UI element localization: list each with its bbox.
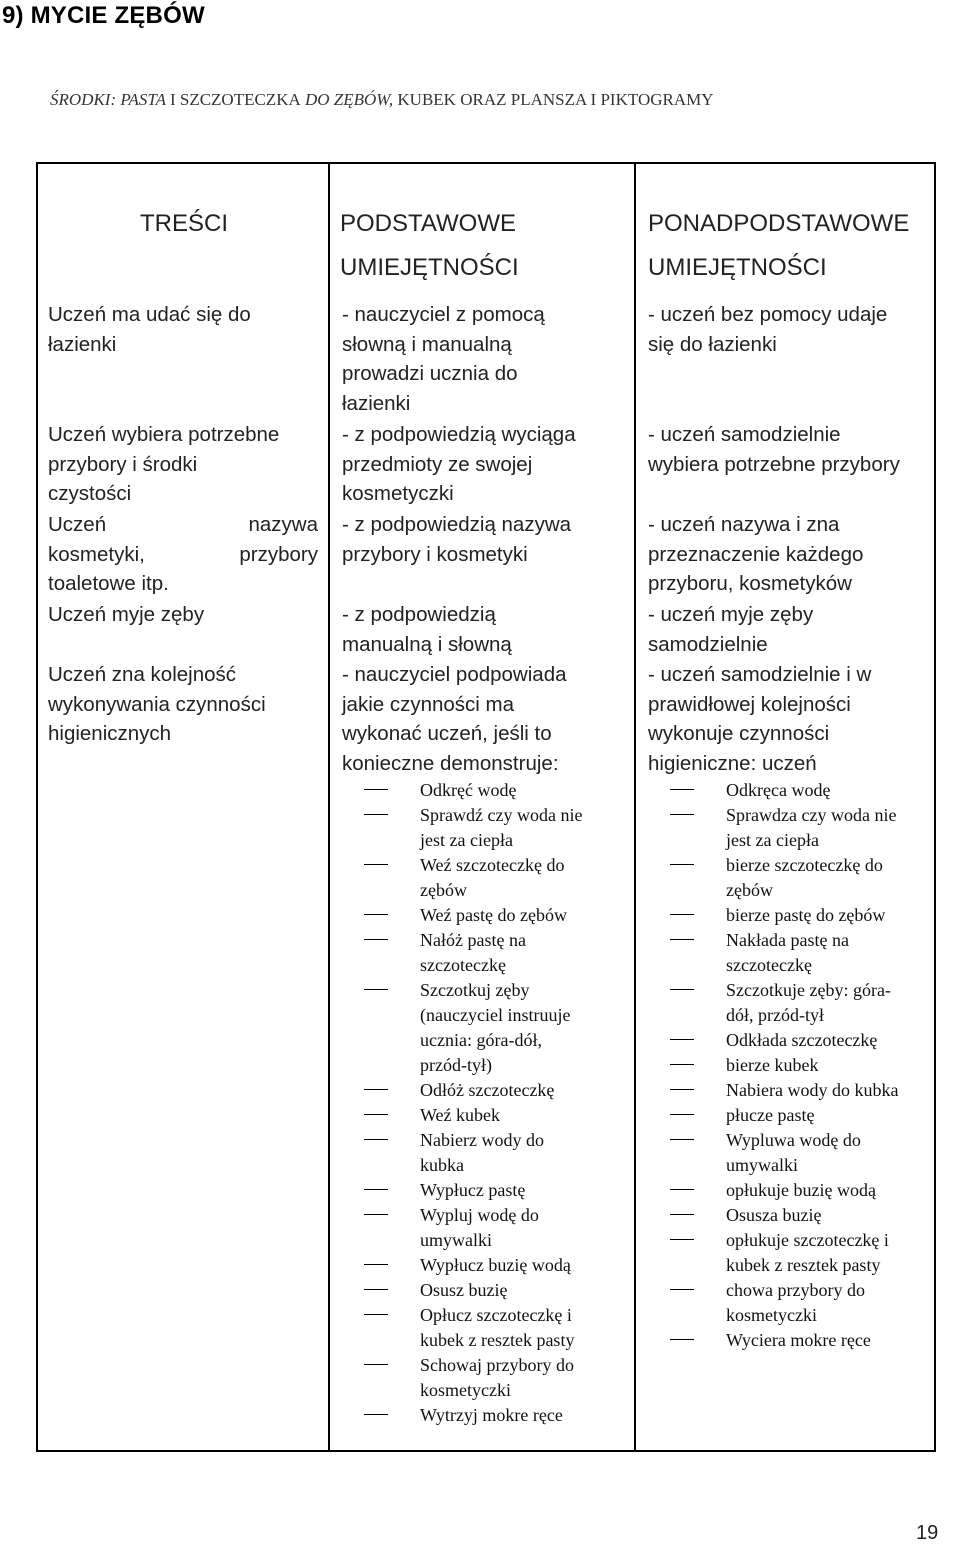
tresci-line: Uczeń wybiera potrzebne bbox=[48, 423, 280, 446]
podstawowe-step-line: kubek z resztek pasty bbox=[420, 1330, 575, 1350]
dash-bullet-icon bbox=[364, 1139, 388, 1140]
podstawowe-step-line: kosmetyczki bbox=[420, 1380, 511, 1400]
podstawowe-step-line: Weź kubek bbox=[420, 1105, 501, 1125]
ponad-step-line: zębów bbox=[726, 880, 773, 900]
ponad-step-line: dół, przód-tył bbox=[726, 1005, 824, 1025]
dash-bullet-icon bbox=[670, 1214, 694, 1215]
dash-bullet-icon bbox=[364, 1314, 388, 1315]
dash-bullet-icon bbox=[364, 789, 388, 790]
tresci-word: przybory bbox=[239, 542, 318, 566]
podstawowe-step-line: Sprawdź czy woda nie bbox=[420, 805, 583, 825]
podstawowe-step-line: kubka bbox=[420, 1155, 464, 1175]
podstawowe-block-3 bbox=[342, 510, 571, 569]
tresci-row-3 bbox=[48, 510, 318, 599]
tresci-word: kosmetyki, bbox=[48, 542, 145, 566]
ponad-step-item bbox=[656, 853, 936, 903]
tresci-line: wykonywania czynności bbox=[48, 692, 266, 716]
tresci-row-4 bbox=[48, 600, 204, 630]
podstawowe-step-item bbox=[350, 1203, 632, 1253]
skills-table bbox=[36, 162, 936, 1452]
ponad-step-line: Odkręca wodę bbox=[726, 780, 831, 800]
ponad-block-4 bbox=[648, 600, 813, 659]
header-line: PONADPODSTAWOWE bbox=[648, 210, 910, 237]
podstawowe-line: kosmetyczki bbox=[342, 482, 454, 505]
podstawowe-step-line: szczoteczkę bbox=[420, 955, 506, 975]
tresci-row-5 bbox=[48, 660, 266, 749]
podstawowe-step-item bbox=[350, 1103, 632, 1128]
podstawowe-line: manualną i słowną bbox=[342, 632, 512, 656]
dash-bullet-icon bbox=[364, 1089, 388, 1090]
ponad-line: higieniczne: uczeń bbox=[648, 751, 817, 775]
ponad-step-line: Nabiera wody do kubka bbox=[726, 1080, 899, 1100]
podstawowe-block-5 bbox=[342, 660, 567, 778]
dash-bullet-icon bbox=[670, 814, 694, 815]
column-divider-2 bbox=[634, 164, 636, 1450]
ponad-line: - uczeń bez pomocy udaje bbox=[648, 303, 888, 326]
ponad-line: - uczeń nazywa i zna bbox=[648, 513, 840, 536]
podstawowe-step-item bbox=[350, 928, 632, 978]
ponad-line: - uczeń myje zęby bbox=[648, 603, 814, 626]
ponad-step-line: opłukuje buzię wodą bbox=[726, 1180, 876, 1200]
ponad-line: wybiera potrzebne przybory bbox=[648, 452, 900, 476]
dash-bullet-icon bbox=[364, 814, 388, 815]
tresci-line: łazienki bbox=[48, 332, 117, 356]
podstawowe-block-1 bbox=[342, 300, 545, 418]
podstawowe-step-item bbox=[350, 853, 632, 903]
podstawowe-step-item bbox=[350, 1178, 632, 1203]
ponad-step-line: kosmetyczki bbox=[726, 1305, 817, 1325]
podstawowe-line: wykonać uczeń, jeśli to bbox=[342, 722, 552, 745]
ponad-line: - uczeń samodzielnie bbox=[648, 423, 841, 446]
ponad-block-1 bbox=[648, 300, 887, 359]
podstawowe-block-2 bbox=[342, 420, 576, 509]
page-number: 19 bbox=[916, 1522, 939, 1544]
podstawowe-line: jakie czynności ma bbox=[342, 692, 515, 716]
dash-bullet-icon bbox=[670, 1289, 694, 1290]
podstawowe-line: - z podpowiedzią wyciąga bbox=[342, 423, 576, 446]
ponad-steps-list bbox=[656, 778, 936, 1353]
ponad-step-item bbox=[656, 1328, 936, 1353]
header-line: UMIEJĘTNOŚCI bbox=[648, 254, 827, 281]
tresci-line bbox=[48, 540, 318, 570]
podstawowe-line: konieczne demonstruje: bbox=[342, 751, 559, 775]
dash-bullet-icon bbox=[670, 1039, 694, 1040]
tresci-line bbox=[48, 510, 318, 540]
tresci-line: przybory i środki bbox=[48, 452, 198, 476]
dash-bullet-icon bbox=[364, 1264, 388, 1265]
podstawowe-step-item bbox=[350, 1078, 632, 1103]
dash-bullet-icon bbox=[364, 1114, 388, 1115]
podstawowe-step-line: Wypluj wodę do bbox=[420, 1205, 539, 1225]
tresci-word: Uczeń bbox=[48, 513, 107, 536]
podstawowe-step-line: Weź pastę do zębów bbox=[420, 905, 567, 925]
subtitle-part-1: ŚRODKI: PASTA bbox=[50, 90, 166, 109]
podstawowe-step-line: Nałóż pastę na bbox=[420, 930, 526, 950]
ponad-step-line: kubek z resztek pasty bbox=[726, 1255, 881, 1275]
dash-bullet-icon bbox=[364, 864, 388, 865]
podstawowe-line: łazienki bbox=[342, 391, 411, 415]
column-divider-1 bbox=[328, 164, 330, 1450]
podstawowe-step-item bbox=[350, 1253, 632, 1278]
podstawowe-step-item bbox=[350, 803, 632, 853]
tresci-line: Uczeń ma udać się do bbox=[48, 303, 251, 326]
podstawowe-step-line: Odkręć wodę bbox=[420, 780, 517, 800]
podstawowe-step-line: Nabierz wody do bbox=[420, 1130, 544, 1150]
ponad-step-line: chowa przybory do bbox=[726, 1280, 865, 1300]
ponad-line: - uczeń samodzielnie i w bbox=[648, 663, 872, 686]
ponad-step-line: Szczotkuje zęby: góra- bbox=[726, 980, 891, 1000]
subtitle-part-3: DO ZĘBÓW, bbox=[305, 90, 394, 109]
header-line: UMIEJĘTNOŚCI bbox=[340, 254, 519, 281]
ponad-step-item bbox=[656, 803, 936, 853]
ponad-step-item bbox=[656, 1103, 936, 1128]
podstawowe-step-line: Schowaj przybory do bbox=[420, 1355, 574, 1375]
podstawowe-step-line: zębów bbox=[420, 880, 467, 900]
ponad-step-line: płucze pastę bbox=[726, 1105, 815, 1125]
podstawowe-line: - nauczyciel z pomocą bbox=[342, 303, 545, 326]
ponad-step-item bbox=[656, 1203, 936, 1228]
ponad-step-item bbox=[656, 1053, 936, 1078]
podstawowe-step-line: Weź szczoteczkę do bbox=[420, 855, 565, 875]
podstawowe-step-item bbox=[350, 1278, 632, 1303]
ponad-step-line: Nakłada pastę na bbox=[726, 930, 849, 950]
ponad-line: przeznaczenie każdego bbox=[648, 542, 864, 566]
ponad-line: wykonuje czynności bbox=[648, 722, 830, 745]
tresci-line: higienicznych bbox=[48, 722, 172, 745]
dash-bullet-icon bbox=[364, 1289, 388, 1290]
ponad-step-item bbox=[656, 1278, 936, 1328]
ponad-line: przyboru, kosmetyków bbox=[648, 572, 852, 595]
header-tresci: TREŚCI bbox=[140, 210, 229, 237]
podstawowe-line: - z podpowiedzią bbox=[342, 603, 496, 626]
ponad-step-item bbox=[656, 1028, 936, 1053]
ponad-step-line: Osusza buzię bbox=[726, 1205, 822, 1225]
dash-bullet-icon bbox=[670, 1139, 694, 1140]
ponad-line: prawidłowej kolejności bbox=[648, 692, 851, 716]
podstawowe-step-item bbox=[350, 1128, 632, 1178]
podstawowe-step-line: Wytrzyj mokre ręce bbox=[420, 1405, 563, 1425]
podstawowe-step-item bbox=[350, 778, 632, 803]
podstawowe-step-line: ucznia: góra-dół, bbox=[420, 1030, 542, 1050]
ponad-step-line: bierze szczoteczkę do bbox=[726, 855, 883, 875]
ponad-step-line: opłukuje szczoteczkę i bbox=[726, 1230, 889, 1250]
ponad-block-3 bbox=[648, 510, 863, 599]
podstawowe-steps-list bbox=[350, 778, 632, 1428]
podstawowe-line: przedmioty ze swojej bbox=[342, 452, 533, 476]
tresci-line: czystości bbox=[48, 482, 132, 505]
podstawowe-line: - nauczyciel podpowiada bbox=[342, 663, 567, 686]
podstawowe-step-item bbox=[350, 1303, 632, 1353]
ponad-block-5 bbox=[648, 660, 871, 778]
ponad-line: samodzielnie bbox=[648, 632, 768, 656]
podstawowe-step-item bbox=[350, 1403, 632, 1428]
podstawowe-step-item bbox=[350, 903, 632, 928]
podstawowe-line: słowną i manualną bbox=[342, 332, 512, 356]
dash-bullet-icon bbox=[364, 914, 388, 915]
podstawowe-line: prowadzi ucznia do bbox=[342, 362, 518, 385]
podstawowe-line: przybory i kosmetyki bbox=[342, 542, 528, 566]
tresci-row-1 bbox=[48, 300, 251, 359]
dash-bullet-icon bbox=[670, 1064, 694, 1065]
podstawowe-step-line: umywalki bbox=[420, 1230, 492, 1250]
ponad-step-item bbox=[656, 1228, 936, 1278]
dash-bullet-icon bbox=[364, 1214, 388, 1215]
dash-bullet-icon bbox=[670, 1089, 694, 1090]
ponad-step-item bbox=[656, 1128, 936, 1178]
ponad-step-line: umywalki bbox=[726, 1155, 798, 1175]
ponad-step-line: Wyciera mokre ręce bbox=[726, 1330, 871, 1350]
ponad-step-item bbox=[656, 1078, 936, 1103]
ponad-step-line: Sprawdza czy woda nie bbox=[726, 805, 897, 825]
dash-bullet-icon bbox=[670, 1339, 694, 1340]
ponad-step-item bbox=[656, 903, 936, 928]
podstawowe-step-line: Szczotkuj zęby bbox=[420, 980, 530, 1000]
dash-bullet-icon bbox=[670, 1114, 694, 1115]
podstawowe-step-line: (nauczyciel instruuje bbox=[420, 1005, 571, 1025]
dash-bullet-icon bbox=[670, 1189, 694, 1190]
podstawowe-step-item bbox=[350, 978, 632, 1078]
tresci-word: nazywa bbox=[248, 513, 318, 536]
ponad-step-line: Wypluwa wodę do bbox=[726, 1130, 861, 1150]
dash-bullet-icon bbox=[670, 864, 694, 865]
podstawowe-step-line: przód-tył) bbox=[420, 1055, 492, 1075]
tresci-row-2 bbox=[48, 420, 279, 509]
dash-bullet-icon bbox=[670, 939, 694, 940]
podstawowe-step-line: Wypłucz buzię wodą bbox=[420, 1255, 571, 1275]
ponad-step-line: bierze kubek bbox=[726, 1055, 819, 1075]
subtitle-part-4: KUBEK ORAZ PLANSZA I PIKTOGRAMY bbox=[397, 90, 714, 109]
ponad-step-line: szczoteczkę bbox=[726, 955, 812, 975]
ponad-step-item bbox=[656, 1178, 936, 1203]
ponad-step-item bbox=[656, 978, 936, 1028]
dash-bullet-icon bbox=[364, 1189, 388, 1190]
ponad-step-item bbox=[656, 778, 936, 803]
tresci-line: Uczeń zna kolejność bbox=[48, 663, 237, 686]
subtitle bbox=[50, 90, 714, 110]
dash-bullet-icon bbox=[670, 989, 694, 990]
tresci-line: Uczeń myje zęby bbox=[48, 603, 205, 626]
podstawowe-step-line: jest za ciepła bbox=[420, 830, 513, 850]
ponad-line: się do łazienki bbox=[648, 332, 777, 356]
header-podstawowe bbox=[340, 202, 519, 290]
dash-bullet-icon bbox=[364, 939, 388, 940]
podstawowe-step-line: Odłóż szczoteczkę bbox=[420, 1080, 555, 1100]
ponad-step-line: jest za ciepła bbox=[726, 830, 819, 850]
subtitle-part-2: I SZCZOTECZKA bbox=[169, 90, 301, 109]
document-title: 9) MYCIE ZĘBÓW bbox=[2, 2, 205, 29]
dash-bullet-icon bbox=[670, 1239, 694, 1240]
ponad-step-line: bierze pastę do zębów bbox=[726, 905, 886, 925]
header-line: PODSTAWOWE bbox=[340, 210, 516, 237]
dash-bullet-icon bbox=[670, 789, 694, 790]
header-ponadpodstawowe bbox=[648, 202, 909, 290]
ponad-step-line: Odkłada szczoteczkę bbox=[726, 1030, 878, 1050]
dash-bullet-icon bbox=[364, 1364, 388, 1365]
tresci-line: toaletowe itp. bbox=[48, 572, 169, 595]
dash-bullet-icon bbox=[364, 989, 388, 990]
podstawowe-line: - z podpowiedzią nazywa bbox=[342, 513, 572, 536]
ponad-block-2 bbox=[648, 420, 900, 479]
ponad-step-item bbox=[656, 928, 936, 978]
podstawowe-step-item bbox=[350, 1353, 632, 1403]
podstawowe-step-line: Osusz buzię bbox=[420, 1280, 508, 1300]
podstawowe-step-line: Opłucz szczoteczkę i bbox=[420, 1305, 572, 1325]
podstawowe-step-line: Wypłucz pastę bbox=[420, 1180, 526, 1200]
dash-bullet-icon bbox=[364, 1414, 388, 1415]
dash-bullet-icon bbox=[670, 914, 694, 915]
podstawowe-block-4 bbox=[342, 600, 512, 659]
